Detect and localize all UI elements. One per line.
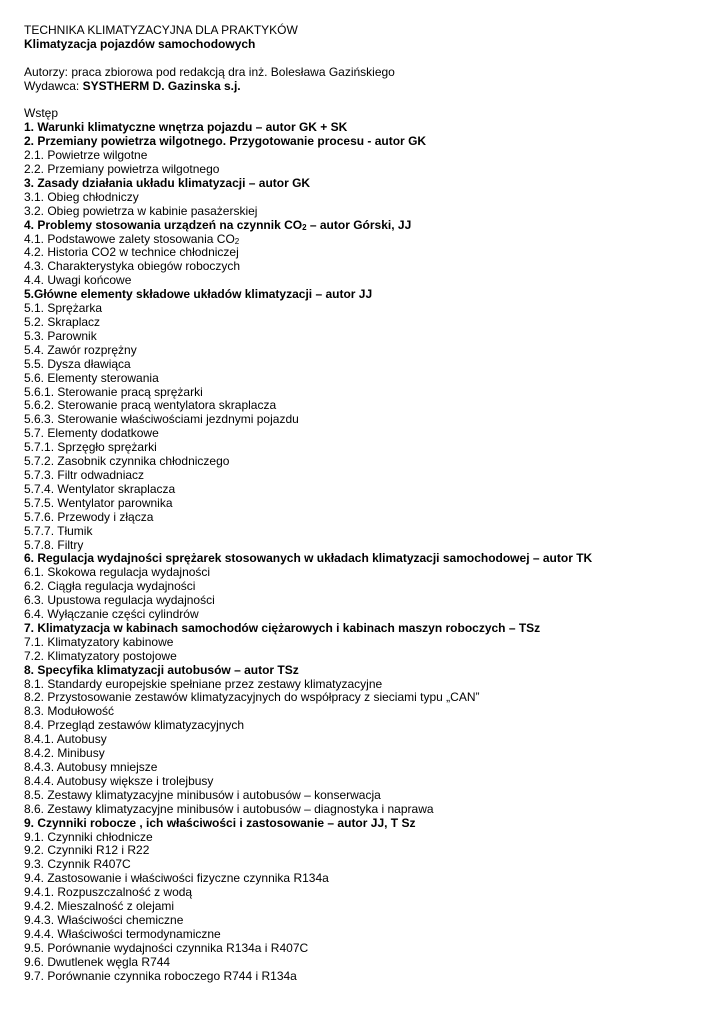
toc-entry [24,789,704,803]
toc-entry [24,302,704,316]
toc-entry-text: 5.6.2. Sterowanie pracą wentylatora skraplacza [24,398,277,413]
toc-entry [24,747,704,761]
toc-chapter [24,817,704,831]
toc-entry-text: 9.4.4. Właściwości termodynamiczne [24,926,221,941]
toc-entry-text: Wstęp [24,106,59,121]
toc-entry-text: 4.2. Historia CO2 w technice chłodniczej [24,245,239,260]
toc-entry-text: 9.1. Czynniki chłodnicze [24,829,153,844]
series-title: TECHNIKA KLIMATYZACYJNA DLA PRAKTYKÓW [24,23,298,37]
toc-entry-text: 3. Zasady działania układu klimatyzacji – autor GK [24,175,311,190]
toc-entry [24,928,704,942]
toc-entry [24,107,704,121]
toc-entry-text: 8.4.4. Autobusy większe i trolejbusy [24,773,214,788]
toc-entry [24,191,704,205]
toc-entry-subscript: 2 [234,236,240,246]
toc-entry [24,344,704,358]
toc-entry-text: 6.2. Ciągła regulacja wydajności [24,579,196,594]
document-page [24,24,704,984]
toc-entry [24,691,704,705]
toc-entry-text: 6. Regulacja wydajności sprężarek stosowanych w układach klimatyzacji samochodowej – autor TK [24,551,593,566]
toc-entry [24,803,704,817]
toc-entry [24,566,704,580]
toc-entry-text: 7.2. Klimatyzatory postojowe [24,648,177,663]
toc-entry-text: 5.4. Zawór rozprężny [24,342,137,357]
toc-entry [24,636,704,650]
table-of-contents [24,107,704,983]
toc-entry [24,858,704,872]
toc-entry [24,274,704,288]
toc-entry-text: 8. Specyfika klimatyzacji autobusów – autor TSz [24,662,299,677]
toc-entry [24,330,704,344]
toc-entry-text: 5.6.1. Sterowanie pracą sprężarki [24,384,203,399]
toc-entry-text: 5.5. Dysza dławiąca [24,356,131,371]
toc-entry [24,163,704,177]
publisher-name: SYSTHERM D. Gazinska s.j. [82,78,241,93]
toc-entry-text: 8.6. Zestawy klimatyzacyjne minibusów i autobusów – diagnostyka i naprawa [24,801,434,816]
toc-entry-text: 4.1. Podstawowe zalety stosowania CO [24,231,235,246]
toc-entry-text: 5.3. Parownik [24,328,97,343]
toc-entry [24,650,704,664]
toc-entry-text: 5.7.7. Tłumik [24,523,93,538]
toc-entry [24,455,704,469]
toc-entry [24,761,704,775]
toc-chapter [24,622,704,636]
toc-entry [24,399,704,413]
toc-entry [24,608,704,622]
toc-entry [24,260,704,274]
toc-entry [24,413,704,427]
toc-entry [24,942,704,956]
toc-entry-text: 5.6.3. Sterowanie właściwościami jezdnymi pojazdu [24,412,299,427]
toc-entry [24,831,704,845]
toc-entry [24,580,704,594]
toc-entry-text: 7.1. Klimatyzatory kabinowe [24,634,174,649]
authors-line: Autorzy: praca zbiorowa pod redakcją dra inż. Bolesława Gazińskiego [24,64,395,79]
toc-entry-text: 5.1. Sprężarka [24,301,103,316]
toc-chapter [24,135,704,149]
toc-entry [24,705,704,719]
toc-entry [24,594,704,608]
toc-entry [24,246,704,260]
toc-entry-text: 3.1. Obieg chłodniczy [24,189,139,204]
toc-entry-text: 8.1. Standardy europejskie spełniane przez zestawy klimatyzacyjne [24,676,383,691]
toc-entry [24,511,704,525]
toc-entry-text: 9.5. Porównanie wydajności czynnika R134a i R407C [24,940,309,955]
toc-entry-text: 9.4.2. Mieszalność z olejami [24,899,175,914]
toc-entry-subscript: 2 [302,222,307,232]
publisher-line [24,80,704,94]
toc-entry [24,678,704,692]
toc-chapter [24,552,704,566]
toc-entry [24,469,704,483]
toc-entry [24,441,704,455]
toc-entry [24,539,704,553]
toc-entry-text: 5.7.8. Filtry [24,537,84,552]
toc-entry [24,900,704,914]
toc-entry-text: 8.4. Przegląd zestawów klimatyzacyjnych [24,718,245,733]
toc-entry [24,733,704,747]
toc-entry [24,970,704,984]
toc-entry-text: 5.7.6. Przewody i złącza [24,509,154,524]
toc-entry [24,525,704,539]
toc-entry-text: 9.4. Zastosowanie i właściwości fizyczne czynnika R134a [24,871,329,886]
toc-chapter [24,288,704,302]
toc-entry [24,775,704,789]
toc-chapter [24,177,704,191]
toc-entry-text: 5.7.5. Wentylator parownika [24,495,173,510]
publisher-label: Wydawca: [24,78,83,93]
toc-entry-text: 9.6. Dwutlenek węgla R744 [24,954,171,969]
toc-entry-text: 8.5. Zestawy klimatyzacyjne minibusów i autobusów – konserwacja [24,787,381,802]
toc-entry [24,372,704,386]
toc-entry [24,956,704,970]
toc-entry-text: 5.Główne elementy składowe układów klimatyzacji – autor JJ [24,287,373,302]
toc-entry [24,497,704,511]
toc-entry-text: 1. Warunki klimatyczne wnętrza pojazdu – autor GK + SK [24,120,348,135]
toc-entry [24,358,704,372]
toc-entry [24,719,704,733]
toc-entry [24,205,704,219]
toc-entry-text: 6.4. Wyłączanie części cylindrów [24,607,199,622]
toc-entry-text-after: – autor Górski, JJ [306,217,412,232]
toc-entry-text: 4. Problemy stosowania urządzeń na czynnik CO [24,217,303,232]
spacer [24,52,704,66]
toc-entry-text: 2.2. Przemiany powietrza wilgotnego [24,162,220,177]
toc-entry-text: 8.3. Modułowość [24,704,115,719]
toc-entry-text: 2. Przemiany powietrza wilgotnego. Przygotowanie procesu - autor GK [24,134,427,149]
toc-entry-text: 4.4. Uwagi końcowe [24,273,132,288]
toc-entry-text: 5.7.4. Wentylator skraplacza [24,481,176,496]
toc-entry-text: 8.4.2. Minibusy [24,746,105,761]
toc-entry [24,233,704,247]
toc-entry [24,316,704,330]
toc-entry-text: 5.7.1. Sprzęgło sprężarki [24,440,157,455]
toc-entry-text: 5.7.2. Zasobnik czynnika chłodniczego [24,454,230,469]
toc-entry-text: 5.6. Elementy sterowania [24,370,159,385]
toc-entry-text: 6.1. Skokowa regulacja wydajności [24,565,211,580]
toc-entry-text: 4.3. Charakterystyka obiegów roboczych [24,259,241,274]
toc-entry [24,483,704,497]
toc-entry-text: 5.7. Elementy dodatkowe [24,426,159,441]
toc-entry [24,149,704,163]
toc-chapter [24,664,704,678]
toc-chapter [24,121,704,135]
toc-entry-text: 8.2. Przystosowanie zestawów klimatyzacyjnych do współpracy z sieciami typu „CAN” [24,690,480,705]
toc-entry-text: 9.7. Porównanie czynnika roboczego R744 i R134a [24,968,297,983]
toc-entry-text: 8.4.1. Autobusy [24,732,107,747]
toc-chapter [24,219,704,233]
toc-entry-text: 6.3. Upustowa regulacja wydajności [24,593,215,608]
toc-entry [24,886,704,900]
toc-entry-text: 9.3. Czynnik R407C [24,857,131,872]
toc-entry [24,427,704,441]
toc-entry-text: 9.4.3. Właściwości chemiczne [24,912,184,927]
book-title: Klimatyzacja pojazdów samochodowych [24,36,256,51]
toc-entry-text: 7. Klimatyzacja w kabinach samochodów ciężarowych i kabinach maszyn roboczych – TSz [24,620,541,635]
spacer [24,94,704,108]
toc-entry-text: 5.7.3. Filtr odwadniacz [24,467,145,482]
toc-entry-text: 5.2. Skraplacz [24,315,101,329]
toc-entry-text: 3.2. Obieg powietrza w kabinie pasażerskiej [24,203,258,218]
toc-entry [24,872,704,886]
toc-entry-text: 9.2. Czynniki R12 i R22 [24,843,150,858]
toc-entry [24,914,704,928]
toc-entry-text: 8.4.3. Autobusy mniejsze [24,760,158,774]
toc-entry [24,844,704,858]
toc-entry [24,386,704,400]
toc-entry-text: 9.4.1. Rozpuszczalność z wodą [24,885,193,900]
toc-entry-text: 2.1. Powietrze wilgotne [24,148,148,163]
toc-entry-text: 9. Czynniki robocze , ich właściwości i zastosowanie – autor JJ, T Sz [24,815,416,830]
